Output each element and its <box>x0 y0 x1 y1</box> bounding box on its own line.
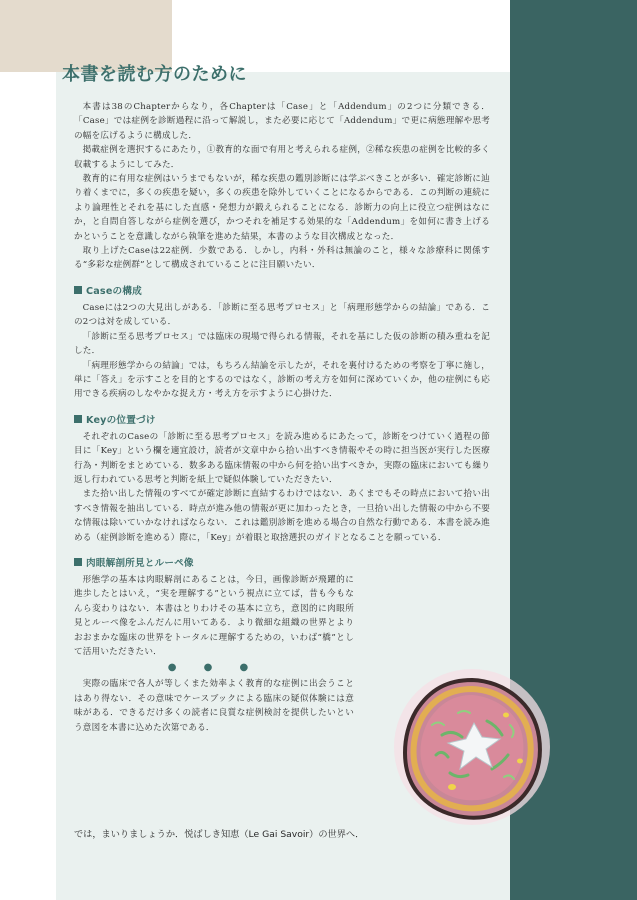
key-paragraph: また拾い出した情報のすべてが確定診断に直結するわけではない．あくまでもその時点において拾い出すべき情報を抽出している．時点が進み他の情報が更に加わったとき，一旦拾い出した情報の中から不要な情報は除いていかなければならない．これは鑑別診断を進める場合の自然な行動である．本書を読み進める（症例診断を進める）際に，「Key」が着眼と取捨選択のガイドとなることを願っている． <box>74 489 490 543</box>
intro-paragraph: 本書は38のChapterからなり，各Chapterは「Case」と「Addendum」の2つに分類できる．「Case」では症例を診断過程に沿って解説し，また必要に応じて「Addendum」で更に病態理解や思考の幅を広げるように構成した． <box>74 102 490 141</box>
case-paragraph: 「診断に至る思考プロセス」では臨床の現場で得られる情報，それを基にした仮の診断の積み重ねを記した． <box>74 331 490 357</box>
section-heading-case: Caseの構成 <box>74 285 490 299</box>
case-paragraph: 「病理形態学からの結論」では，もちろん結論を示したが，それを裏付けるための考察を丁寧に施し，単に「答え」を示すことを目的とするのではなく，診断の考え方を如何に深めていくか，他の症例にも応用できる疾病のしなやかな捉え方・考え方を示すように心掛けた． <box>74 360 490 400</box>
closing-line: では，まいりましょうか．悦ばしき知恵（Le Gai Savoir）の世界へ． <box>74 829 365 840</box>
main-text <box>74 100 490 735</box>
loupe-illustration <box>392 665 552 830</box>
square-bullet-icon <box>74 286 82 294</box>
section-divider-dots: ● ● ● <box>167 662 261 674</box>
section-heading-gross: 肉眼解剖所見とルーペ像 <box>74 557 490 571</box>
square-bullet-icon <box>74 415 82 423</box>
square-bullet-icon <box>74 558 82 566</box>
intro-paragraph: 教育的に有用な症例はいうまでもないが，稀な疾患の鑑別診断には学ぶべきことが多い．確定診断に辿り着くまでに，多くの疾患を疑い，多くの疾患を除外していくことになるからである．この判断の連続により論理性とそれを基にした直感・発想力が鍛えられることになる．診断力の向上に役立つ症例はなにか，と自問自答しながら症例を選び，かつそれを補足する効果的な「Addendum」を如何に書き上げるかということを意識しながら執筆を進めた結果，本書のような目次構成となった． <box>74 174 490 242</box>
intro-paragraph: 取り上げたCaseは22症例．少数である．しかし，内科・外科は無論のこと，様々な診療科に関係する“多彩な症例群”として構成されていることに注目願いたい． <box>74 246 490 271</box>
case-paragraph: Caseには2つの大見出しがある．「診断に至る思考プロセス」と「病理形態学からの結論」である．この2つは対を成している． <box>74 302 490 328</box>
key-paragraph: それぞれのCaseの「診断に至る思考プロセス」を読み進めるにあたって，診断をつけていく過程の節目に「Key」という欄を適宜設け，読者が文章中から拾い出すべき情報やその時に担当医が実行した医療行為・判断をまとめている．数多ある臨床情報の中から何を拾い出すべきか，実際の臨床においても繰り返し行われている思考と判断を紙上で疑似体験していただきたい． <box>74 431 490 485</box>
section-heading-key: Keyの位置づけ <box>74 414 490 428</box>
intro-paragraph: 掲載症例を選択するにあたり，①教育的な面で有用と考えられる症例，②稀な疾患の症例を比較的多く収載するようにしてみた． <box>74 145 490 170</box>
gross-paragraph: 形態学の基本は肉眼解剖にあることは，今日，画像診断が飛躍的に進歩したとはいえ，“実を理解する”という視点に立てば，昔も今もなんら変わりはない．本書はとりわけその基本に立ち，意図的に肉眼所見とルーペ像をふんだんに用いてある．より微細な組織の世界とよりおおまかな臨床の世界をトータルに理解するための，いわば“橋”として活用いただきたい． <box>74 574 354 657</box>
gross-paragraph: 実際の臨床で各人が等しくまた効率よく教育的な症例に出会うことはあり得ない．その意味でケースブックによる臨床の疑似体験には意味がある．できるだけ多くの読者に良質な症例検討を提供したいという意図を本書に込めた次第である． <box>74 679 354 733</box>
page-title: 本書を読む方のために <box>62 64 247 85</box>
